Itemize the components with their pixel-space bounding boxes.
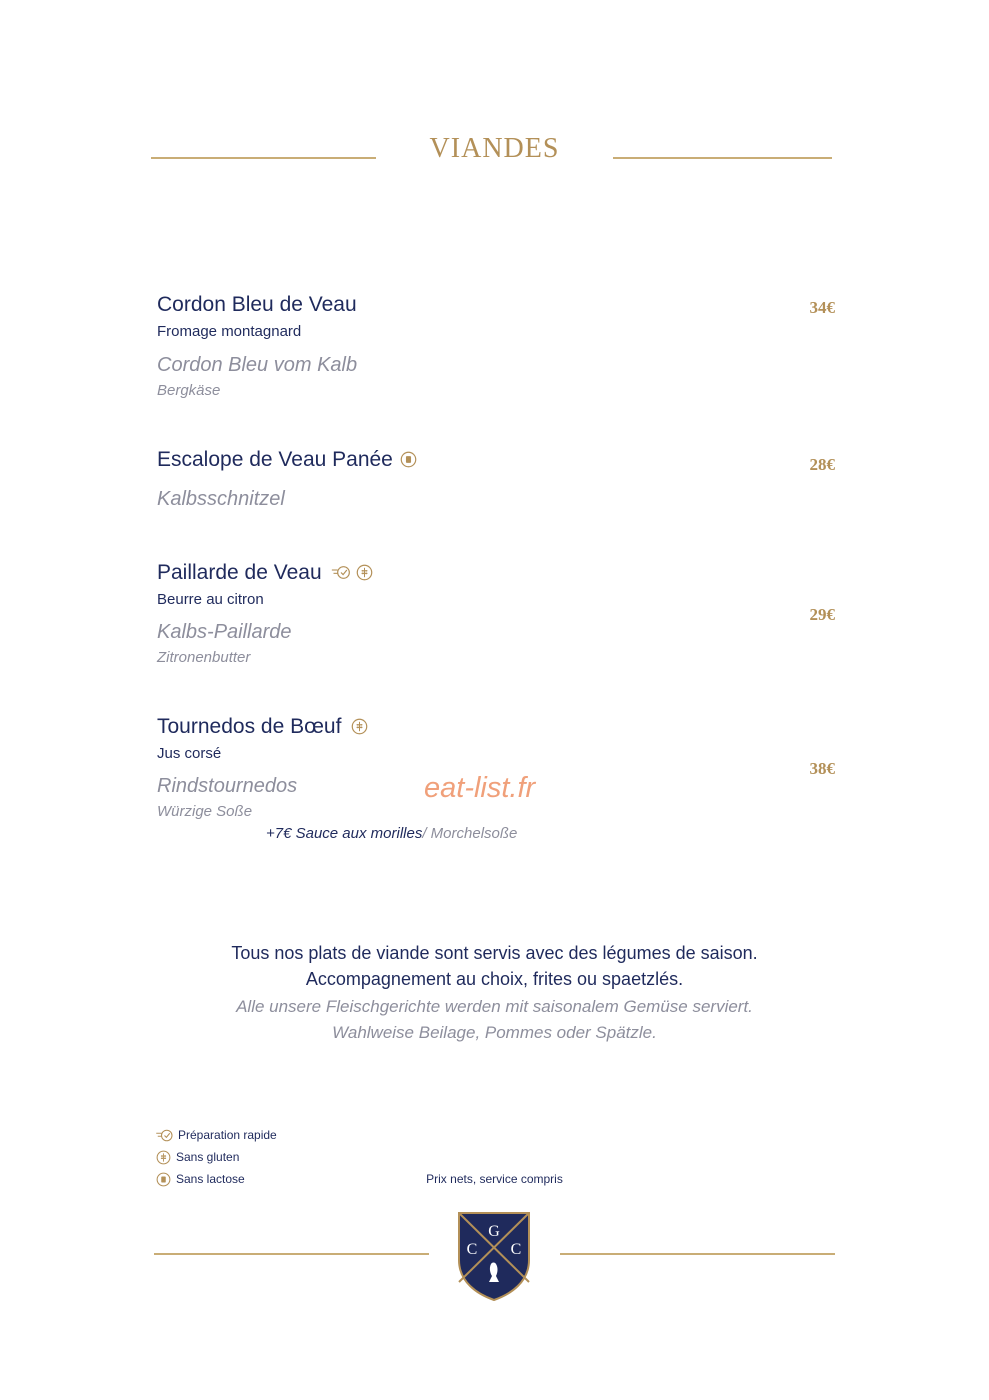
note-de-line2: Wahlweise Beilage, Pommes oder Spätzle.: [332, 1023, 657, 1042]
dish-name-fr: Tournedos de Bœuf: [157, 715, 342, 738]
dish-desc-de: Zitronenbutter: [157, 649, 251, 666]
legend-label: Préparation rapide: [178, 1128, 277, 1142]
legend-item: [155, 1128, 277, 1143]
note-fr-line2: Accompagnement au choix, frites ou spaetzlés.: [305, 969, 684, 989]
dish-name-de: Cordon Bleu vom Kalb: [157, 354, 358, 376]
dish-name-fr: Escalope de Veau Panée: [157, 448, 393, 471]
dish-desc-de: Bergkäse: [157, 382, 221, 399]
quick-preparation-icon: [155, 1128, 174, 1143]
note-de-line1: Alle unsere Fleischgerichte werden mit saisonalem Gemüse serviert.: [236, 997, 753, 1016]
dish-name-de: Kalbs-Paillarde: [157, 621, 292, 643]
quick-preparation-icon: [331, 564, 351, 581]
dish-icons: [347, 718, 368, 736]
dish-price: 28€: [809, 455, 835, 474]
crest-letter: C: [510, 1241, 522, 1258]
sauce-supplement-fr: +7€ Sauce aux morilles: [266, 825, 423, 842]
dish-price: 34€: [809, 298, 835, 317]
section-title: VIANDES: [429, 133, 560, 164]
dish-desc-fr: Fromage montagnard: [157, 323, 302, 340]
dish-desc-de: Würzige Soße: [157, 803, 253, 820]
dish-name-de: Kalbsschnitzel: [157, 488, 285, 510]
crest-letter: C: [466, 1241, 478, 1258]
sauce-supplement: [266, 825, 517, 842]
dish-icons: [396, 451, 417, 469]
note-fr-line1: Tous nos plats de viande sont servis avec des légumes de saison.: [231, 943, 758, 963]
crest-letter: G: [488, 1223, 500, 1240]
watermark: eat-list.fr: [424, 772, 536, 804]
gluten-free-icon: [351, 718, 368, 735]
legend-label: Sans lactose: [176, 1172, 245, 1186]
dish-name-de: Rindstournedos: [157, 775, 298, 797]
dish-price: 29€: [809, 605, 835, 624]
crest-logo: [456, 1210, 532, 1302]
footer-note: Prix nets, service compris: [426, 1172, 563, 1186]
dish-name-fr: Paillarde de Veau: [157, 561, 322, 584]
dish-icons: [327, 564, 373, 582]
footer-left-rule: [154, 1253, 429, 1255]
gluten-free-icon: [356, 564, 373, 581]
footer-right-rule: [560, 1253, 835, 1255]
gluten-free-icon: [155, 1150, 172, 1165]
sauce-supplement-de: / Morchelsoße: [422, 825, 518, 842]
legend-item: [155, 1150, 239, 1165]
lactose-free-icon: [400, 451, 417, 468]
dish-desc-fr: Beurre au citron: [157, 591, 264, 608]
dish-name-fr: Cordon Bleu de Veau: [157, 293, 357, 316]
header-right-rule: [613, 157, 832, 159]
legend-label: Sans gluten: [176, 1150, 240, 1164]
dish-desc-fr: Jus corsé: [157, 745, 222, 762]
dish-price: 38€: [809, 759, 835, 778]
